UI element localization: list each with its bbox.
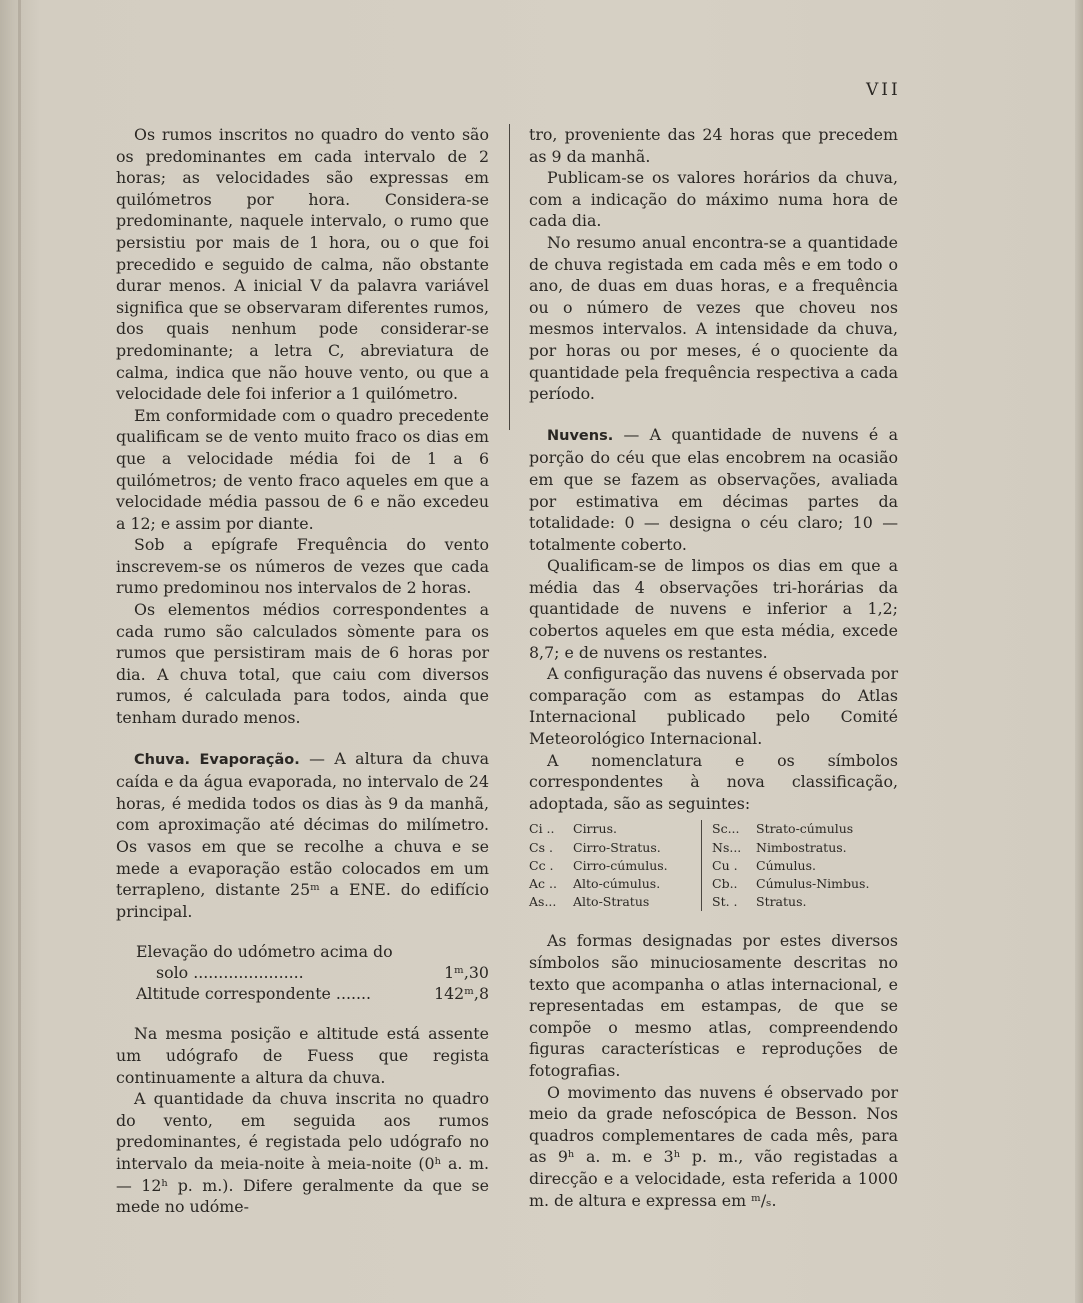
nuvens-paragraph: [529, 424, 898, 556]
section-heading: Nuvens.: [547, 427, 614, 444]
cloud-abbr: As...: [529, 894, 557, 910]
page-number: VII: [866, 80, 901, 100]
paragraph: Os rumos inscritos no quadro do vento são os predominantes em cada intervalo de 2 horas; as velocidades são expressas em quilómetros por hora. Considera-se predominante, naquele intervalo, o rumo que persistiu por mais de 1 hora, ou o que foi precedido e seguido de calma, não obstante durar menos. A inicial V da palavra variável significa que se observaram diferentes rumos, dos quais nenhum pode considerar-se predominante; a letra C, abreviatura de calma, indica que não houve vento, ou que a velocidade dele foi inferior a 1 quilómetro.: [116, 125, 489, 404]
cloud-abbr: Ci ..: [529, 821, 555, 837]
paragraph: Em conformidade com o quadro precedente qualificam se de vento muito fraco os dias em que a velocidade média foi de 1 a 6 quilómetros; de vento fraco aqueles em que a velocidade média passou de 6 e não excedeu a 12; e assim por diante.: [116, 405, 489, 533]
cloud-row: [529, 857, 701, 875]
cloud-name: Cirrus.: [573, 821, 617, 837]
elevation-table: [136, 941, 489, 1004]
paragraph-text: — A quantidade de nuvens é a porção do céu que elas encobrem na ocasião em que se fazem as observações, avaliada por estimativa em décimas partes da totalidade: 0 — designa o céu claro; 10 — totalmente coberto.: [529, 424, 898, 554]
section-heading: Chuva. Evaporação.: [134, 751, 300, 768]
altitude-label: Altitude correspondente .......: [136, 984, 372, 1004]
cloud-symbols-table: [529, 820, 898, 911]
paragraph-text: — A altura da chuva caída e da água evaporada, no intervalo de 24 horas, é medida todos os dias às 9 da manhã, com aproximação até décimas do milímetro. Os vasos em que se recolhe a chuva e se mede a evaporação estão colocados em um terrapleno, distante 25ᵐ a ENE. do edifício principal.: [116, 748, 489, 921]
cloud-abbr: Cu .: [712, 857, 738, 873]
cloud-name: Nimbostratus.: [756, 839, 847, 855]
paragraph: No resumo anual encontra-se a quantidade de chuva registada em cada mês e em todo o ano, de duas em duas horas, e a frequência ou o número de vezes que choveu nos mesmos intervalos. A intensidade da chuva, por horas ou por meses, é o quociente da quantidade pela frequência respectiva a cada período.: [529, 232, 898, 404]
cloud-row: [712, 839, 892, 857]
paragraph: As formas designadas por estes diversos símbolos são minuciosamente descritas no texto que acompanha o atlas internacional, e representadas em estampas, de que se compõe o mesmo atlas, compreendendo figuras características e reproduções de fotografias.: [529, 931, 898, 1080]
paragraph: tro, proveniente das 24 horas que precedem as 9 da manhã.: [529, 125, 898, 166]
chuva-paragraph: [116, 748, 489, 923]
elevation-value: 1ᵐ,30: [444, 963, 489, 983]
paragraph: Publicam-se os valores horários da chuva, com a indicação do máximo numa hora de cada dia.: [529, 168, 898, 231]
cloud-row: [529, 875, 701, 893]
cloud-abbr: Sc...: [712, 821, 740, 837]
cloud-abbr: Cc .: [529, 857, 554, 873]
paragraph: Qualificam-se de limpos os dias em que a média das 4 observações tri-horárias da quantidade de nuvens e inferior a 1,2; cobertos aqueles em que esta média, excede 8,7; e de nuvens os restantes.: [529, 556, 898, 662]
cloud-name: Alto-cúmulus.: [573, 876, 661, 892]
elevation-label-cont: solo ......................: [156, 963, 304, 983]
paragraph: Os elementos médios correspondentes a cada rumo são calculados sòmente para os rumos que persistiram mais de 6 horas por dia. A chuva total, que caiu com diversos rumos, é calculada para todos, ainda que tenham durado menos.: [116, 600, 489, 728]
paragraph: A configuração das nuvens é observada por comparação com as estampas do Atlas Internacional publicado pelo Comité Meteorológico Internacional.: [529, 664, 898, 749]
page-edge: [1075, 0, 1083, 1303]
cloud-name: Stratus.: [756, 894, 807, 910]
paragraph: A nomenclatura e os símbolos correspondentes à nova classificação, adoptada, são as seguintes:: [529, 750, 898, 813]
cloud-row: [529, 839, 701, 857]
paragraph: A quantidade da chuva inscrita no quadro do vento, em seguida aos rumos predominantes, é registada pelo udógrafo no intervalo da meia-noite à meia-noite (0ʰ a. m. — 12ʰ p. m.). Difere geralmente da que se mede no udóme-: [116, 1089, 489, 1217]
cloud-abbr: Ns...: [712, 839, 742, 855]
left-column: [116, 124, 489, 1218]
cloud-abbr: St. .: [712, 894, 738, 910]
right-column: [529, 124, 898, 1211]
cloud-row: [712, 857, 892, 875]
paragraph: Na mesma posição e altitude está assente um udógrafo de Fuess que regista continuamente a altura da chuva.: [116, 1024, 489, 1087]
cloud-name: Alto-Stratus: [573, 894, 650, 910]
cloud-abbr: Cb..: [712, 876, 738, 892]
cloud-row: [529, 893, 701, 911]
cloud-column-b: [701, 820, 892, 911]
cloud-name: Cirro-Stratus.: [573, 839, 661, 855]
cloud-column-a: [529, 820, 701, 911]
cloud-abbr: Cs .: [529, 839, 553, 855]
cloud-row: [712, 875, 892, 893]
paragraph: O movimento das nuvens é observado por meio da grade nefoscópica de Besson. Nos quadros complementares de cada mês, para as 9ʰ a. m. e 3ʰ p. m., vão registadas a direcção e a velocidade, esta referida a 1000 m. de altura e expressa em ᵐ/ₛ.: [529, 1082, 898, 1210]
cloud-name: Strato-cúmulus: [756, 821, 854, 837]
elevation-label: Elevação do udómetro acima do: [136, 942, 393, 962]
cloud-name: Cúmulus-Nimbus.: [756, 876, 870, 892]
cloud-name: Cúmulus.: [756, 857, 816, 873]
cloud-name: Cirro-cúmulus.: [573, 857, 668, 873]
cloud-row: [529, 820, 701, 838]
cloud-abbr: Ac ..: [529, 876, 557, 892]
cloud-row: [712, 893, 892, 911]
column-divider: [509, 124, 510, 430]
paragraph: Sob a epígrafe Frequência do vento inscrevem-se os números de vezes que cada rumo predominou nos intervalos de 2 horas.: [116, 535, 489, 598]
altitude-value: 142ᵐ,8: [434, 984, 489, 1004]
binding-edge: [18, 0, 21, 1303]
cloud-row: [712, 820, 892, 838]
